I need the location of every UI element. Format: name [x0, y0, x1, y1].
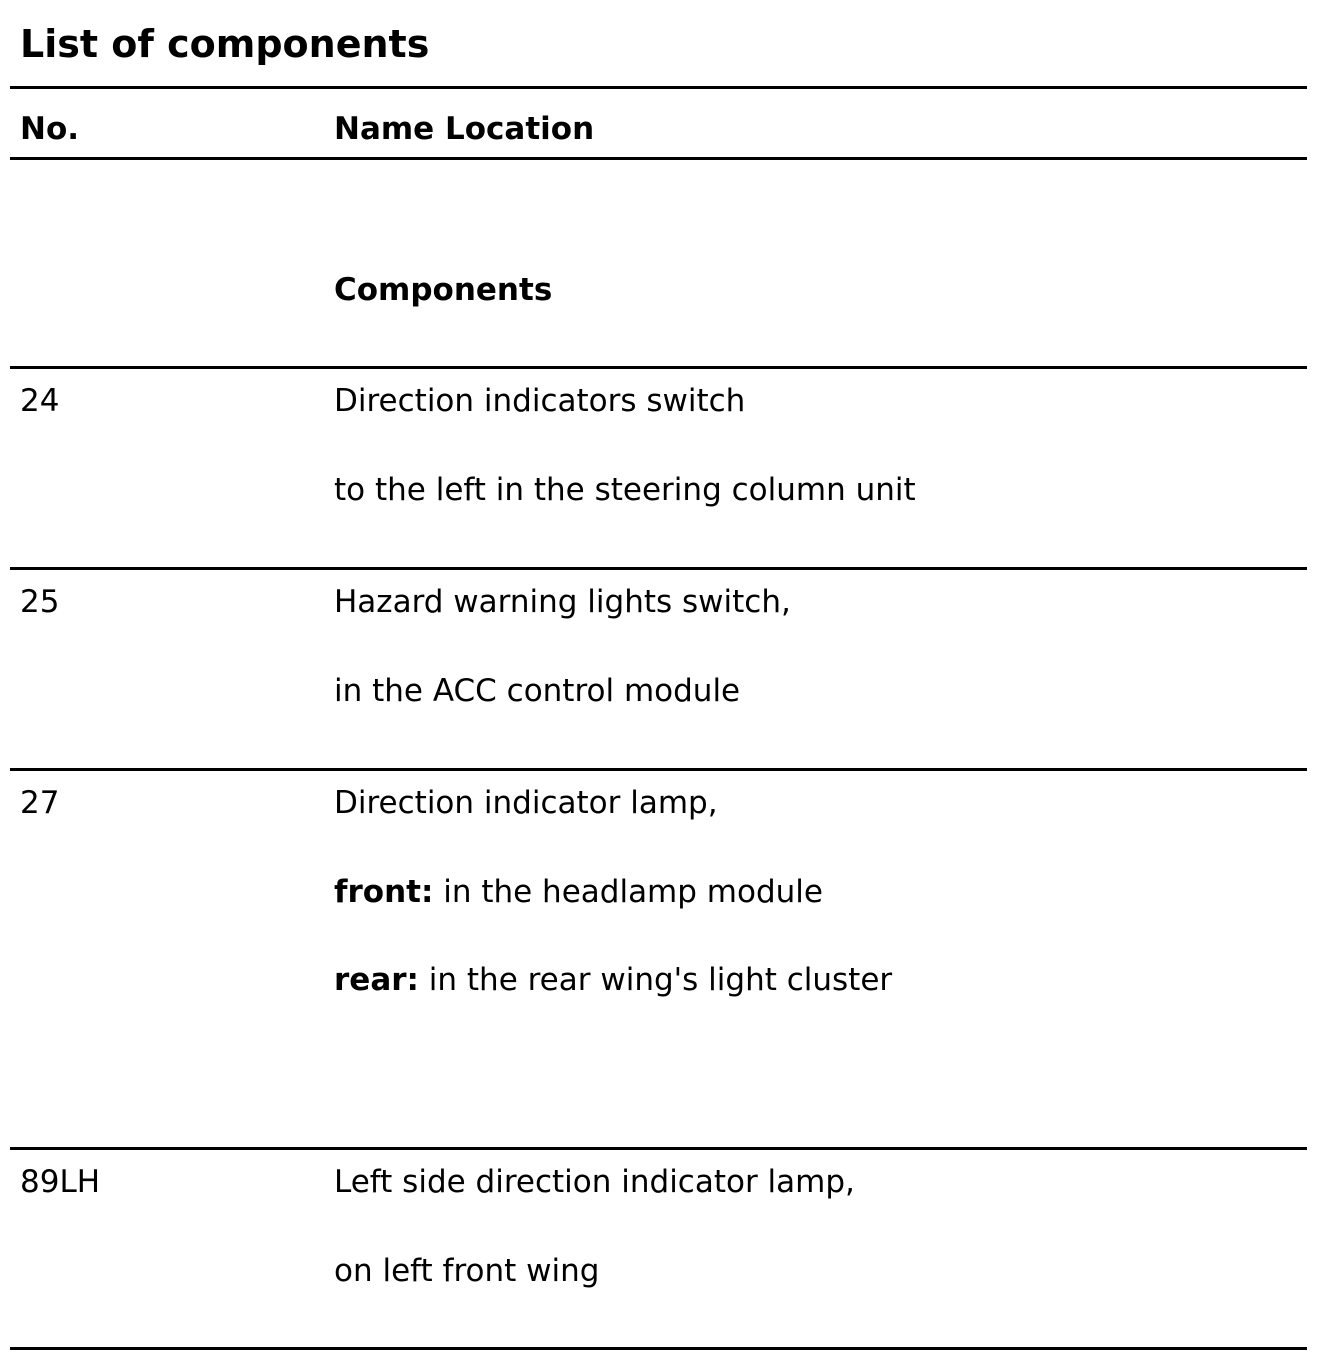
rule-bottom — [10, 1347, 1307, 1350]
row-divider — [10, 1147, 1307, 1150]
header-no: No. — [20, 111, 80, 147]
rule-section — [10, 366, 1307, 369]
rear-text: in the rear wing's light cluster — [418, 962, 893, 998]
row-number: 24 — [20, 383, 60, 419]
row-divider — [10, 768, 1307, 771]
front-label: front: — [334, 874, 434, 910]
row-number: 27 — [20, 785, 60, 821]
row-divider — [10, 567, 1307, 570]
row-number: 89LH — [20, 1164, 101, 1200]
rear-label: rear: — [334, 962, 419, 998]
component-name: Direction indicator lamp, — [334, 785, 718, 821]
rule-header — [10, 157, 1307, 160]
component-location: on left front wing — [334, 1253, 600, 1289]
document-title: List of components — [20, 22, 430, 66]
component-name: Hazard warning lights switch, — [334, 584, 791, 620]
header-name-location: Name Location — [334, 111, 595, 147]
section-heading: Components — [334, 272, 553, 308]
component-location: to the left in the steering column unit — [334, 472, 916, 508]
component-name: Direction indicators switch — [334, 383, 746, 419]
component-location: in the ACC control module — [334, 673, 741, 709]
front-text: in the headlamp module — [433, 874, 823, 910]
front-location — [334, 873, 823, 911]
rear-location — [334, 961, 892, 999]
rule-top — [10, 86, 1307, 89]
component-name: Left side direction indicator lamp, — [334, 1164, 855, 1200]
row-number: 25 — [20, 584, 60, 620]
